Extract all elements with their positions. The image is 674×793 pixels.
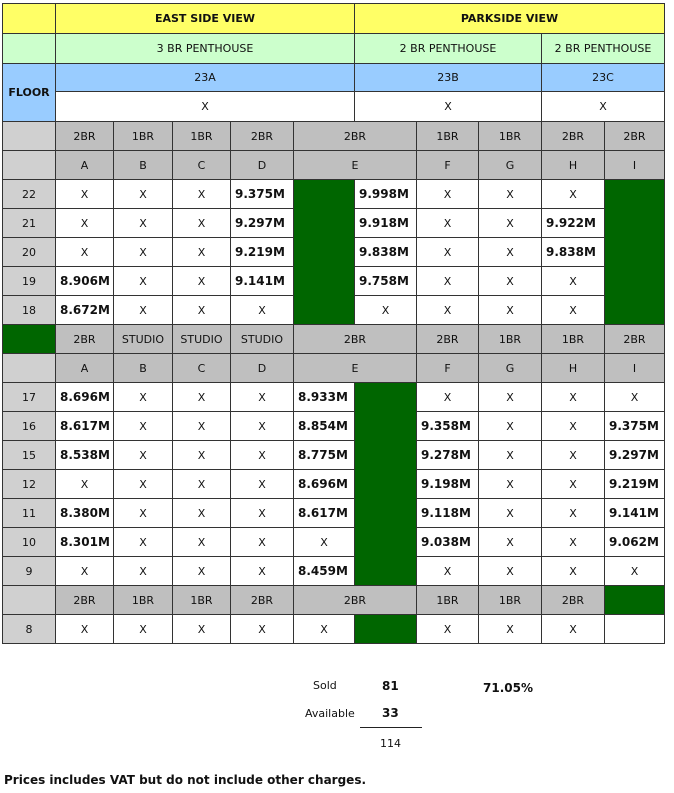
price-note: Prices includes VAT but do not include other charges. — [4, 773, 367, 787]
unit-cell-b: X — [114, 615, 173, 644]
unit-cell-c: X — [173, 238, 231, 267]
corner-cell — [3, 122, 56, 151]
unit-cell-a: 8.672M — [56, 296, 114, 325]
unit-cell-b: X — [114, 238, 173, 267]
unit-cell-d: X — [231, 470, 294, 499]
unit-cell-c: X — [173, 209, 231, 238]
unit-letter-b: B — [114, 151, 173, 180]
floor-number: 19 — [3, 267, 56, 296]
unit-type-c: 1BR — [173, 586, 231, 615]
unit-letter-i: I — [605, 354, 665, 383]
unit-cell-g: X — [479, 470, 542, 499]
unit-type-f: 2BR — [417, 325, 479, 354]
floor-number: 21 — [3, 209, 56, 238]
unit-cell-e: 9.998M — [355, 180, 417, 209]
unit-cell-d: 9.297M — [231, 209, 294, 238]
unit-cell-a: 8.617M — [56, 412, 114, 441]
unit-type-i: 2BR — [605, 122, 665, 151]
unit-cell-g: X — [479, 412, 542, 441]
unit-type-a: 2BR — [56, 325, 114, 354]
sold-label: Sold — [313, 679, 337, 692]
unit-cell-i: 9.375M — [605, 412, 665, 441]
unit-23a-label: 23A — [56, 64, 355, 92]
unit-23b-status: X — [355, 92, 542, 122]
corner-cell — [3, 354, 56, 383]
unit-cell-c: X — [173, 499, 231, 528]
unit-cell-e: 8.854M — [294, 412, 355, 441]
price-list-table — [2, 3, 665, 644]
unit-cell-f: X — [417, 383, 479, 412]
unit-cell-i: 9.141M — [605, 499, 665, 528]
floor-number: 12 — [3, 470, 56, 499]
floor-number: 16 — [3, 412, 56, 441]
unit-cell-g: X — [479, 557, 542, 586]
unit-type-e: 2BR — [294, 122, 417, 151]
unit-cell-d: X — [231, 383, 294, 412]
floor-number: 15 — [3, 441, 56, 470]
unit-cell-e: X — [355, 296, 417, 325]
unit-cell-g: X — [479, 209, 542, 238]
unit-type-f: 1BR — [417, 586, 479, 615]
unit-cell-a: X — [56, 470, 114, 499]
unit-type-d: 2BR — [231, 586, 294, 615]
sum-divider — [360, 727, 422, 728]
unit-type-h: 2BR — [542, 122, 605, 151]
unit-cell-c: X — [173, 180, 231, 209]
unit-letter-f: F — [417, 354, 479, 383]
type-header-23b: 2 BR PENTHOUSE — [355, 34, 542, 64]
unit-cell-h: X — [542, 412, 605, 441]
unit-type-a: 2BR — [56, 586, 114, 615]
unit-letter-g: G — [479, 151, 542, 180]
unit-cell-c: X — [173, 267, 231, 296]
unit-cell-a: 8.906M — [56, 267, 114, 296]
unit-type-g: 1BR — [479, 122, 542, 151]
unit-cell-e: 8.696M — [294, 470, 355, 499]
unit-cell-e: 8.775M — [294, 441, 355, 470]
unit-cell-c: X — [173, 470, 231, 499]
unit-type-e: 2BR — [294, 325, 417, 354]
type-header-23c: 2 BR PENTHOUSE — [542, 34, 665, 64]
unit-cell-g: X — [479, 441, 542, 470]
unit-cell-a: 8.538M — [56, 441, 114, 470]
unavailable-block — [605, 180, 665, 325]
unavailable-block — [355, 615, 417, 644]
unit-letter-c: C — [173, 354, 231, 383]
unit-cell-h: X — [542, 383, 605, 412]
floor-number: 20 — [3, 238, 56, 267]
unit-cell-f: 9.278M — [417, 441, 479, 470]
unit-type-b: 1BR — [114, 586, 173, 615]
unit-cell-b: X — [114, 267, 173, 296]
unit-cell-h: X — [542, 296, 605, 325]
total-value: 114 — [380, 737, 401, 750]
floor-number: 9 — [3, 557, 56, 586]
unit-cell-b: X — [114, 180, 173, 209]
unit-cell-a: X — [56, 615, 114, 644]
unit-cell-b: X — [114, 383, 173, 412]
unit-cell-f: X — [417, 557, 479, 586]
unit-type-e: 2BR — [294, 586, 417, 615]
unit-cell-h: X — [542, 267, 605, 296]
unit-cell-d: 9.375M — [231, 180, 294, 209]
unit-cell-c: X — [173, 441, 231, 470]
section-marker — [3, 325, 56, 354]
unit-cell-g: X — [479, 238, 542, 267]
unit-cell-i: 9.219M — [605, 470, 665, 499]
unit-cell-c: X — [173, 412, 231, 441]
unit-cell-e: 9.758M — [355, 267, 417, 296]
unit-cell-d: X — [231, 412, 294, 441]
unit-type-g: 1BR — [479, 325, 542, 354]
unit-cell-b: X — [114, 557, 173, 586]
unit-cell-a: X — [56, 180, 114, 209]
unit-letter-i: I — [605, 151, 665, 180]
floor-number: 11 — [3, 499, 56, 528]
unit-cell-h: 9.838M — [542, 238, 605, 267]
unit-cell-a: 8.696M — [56, 383, 114, 412]
unit-cell-a: X — [56, 557, 114, 586]
unit-letter-a: A — [56, 151, 114, 180]
unit-cell-b: X — [114, 209, 173, 238]
unit-cell-d: X — [231, 528, 294, 557]
unit-cell-i: X — [605, 383, 665, 412]
unit-type-a: 2BR — [56, 122, 114, 151]
unit-cell-f: 9.038M — [417, 528, 479, 557]
floor-number: 8 — [3, 615, 56, 644]
unit-cell-i: 9.062M — [605, 528, 665, 557]
unit-cell-h: X — [542, 615, 605, 644]
unit-cell-f: 9.358M — [417, 412, 479, 441]
unit-cell-g: X — [479, 296, 542, 325]
unit-type-b: STUDIO — [114, 325, 173, 354]
unit-23b-label: 23B — [355, 64, 542, 92]
unit-type-c: 1BR — [173, 122, 231, 151]
unit-cell-c: X — [173, 296, 231, 325]
unit-cell-f: X — [417, 209, 479, 238]
unit-letter-f: F — [417, 151, 479, 180]
unit-cell-h: X — [542, 441, 605, 470]
unit-cell-g: X — [479, 615, 542, 644]
available-label: Available — [305, 707, 355, 720]
unit-cell-h: X — [542, 180, 605, 209]
unit-cell-d: X — [231, 557, 294, 586]
available-value: 33 — [382, 706, 399, 720]
unit-cell-h: X — [542, 528, 605, 557]
unit-type-d: 2BR — [231, 122, 294, 151]
unit-cell-g: X — [479, 383, 542, 412]
unit-cell-d: 9.141M — [231, 267, 294, 296]
floor-header: FLOOR — [3, 64, 56, 122]
unit-letter-h: H — [542, 151, 605, 180]
unit-cell-h: X — [542, 470, 605, 499]
unit-23c-label: 23C — [542, 64, 665, 92]
unit-type-h: 2BR — [542, 586, 605, 615]
corner-cell — [3, 4, 56, 34]
unit-cell-f: X — [417, 180, 479, 209]
unit-cell-e: 9.838M — [355, 238, 417, 267]
unavailable-block — [355, 383, 417, 586]
unit-23a-status: X — [56, 92, 355, 122]
unit-cell-g: X — [479, 267, 542, 296]
unit-cell-a: X — [56, 209, 114, 238]
type-header-23a: 3 BR PENTHOUSE — [56, 34, 355, 64]
unit-type-g: 1BR — [479, 586, 542, 615]
empty-cell — [605, 615, 665, 644]
unit-cell-a: X — [56, 238, 114, 267]
unavailable-block — [605, 586, 665, 615]
unit-cell-i: 9.297M — [605, 441, 665, 470]
unit-type-c: STUDIO — [173, 325, 231, 354]
unit-letter-c: C — [173, 151, 231, 180]
unit-cell-e: 9.918M — [355, 209, 417, 238]
unit-cell-d: 9.219M — [231, 238, 294, 267]
unit-letter-e: E — [294, 354, 417, 383]
unit-cell-h: X — [542, 557, 605, 586]
floor-number: 22 — [3, 180, 56, 209]
corner-cell — [3, 586, 56, 615]
unit-cell-b: X — [114, 296, 173, 325]
unit-cell-f: 9.198M — [417, 470, 479, 499]
unit-cell-g: X — [479, 180, 542, 209]
unit-letter-e: E — [294, 151, 417, 180]
unit-cell-d: X — [231, 441, 294, 470]
sold-value: 81 — [382, 679, 399, 693]
unit-cell-b: X — [114, 441, 173, 470]
unit-cell-f: X — [417, 615, 479, 644]
unit-cell-e: X — [294, 528, 355, 557]
unit-cell-a: 8.301M — [56, 528, 114, 557]
unit-cell-e: 8.617M — [294, 499, 355, 528]
unit-cell-d: X — [231, 615, 294, 644]
parkside-view-header: PARKSIDE VIEW — [355, 4, 665, 34]
unit-type-f: 1BR — [417, 122, 479, 151]
corner-cell — [3, 34, 56, 64]
unit-cell-e: 8.933M — [294, 383, 355, 412]
unit-type-h: 1BR — [542, 325, 605, 354]
sold-percentage: 71.05% — [483, 681, 533, 695]
unit-cell-f: 9.118M — [417, 499, 479, 528]
unit-cell-b: X — [114, 412, 173, 441]
floor-number: 17 — [3, 383, 56, 412]
unit-letter-d: D — [231, 151, 294, 180]
unit-cell-b: X — [114, 499, 173, 528]
unit-cell-c: X — [173, 528, 231, 557]
east-side-view-header: EAST SIDE VIEW — [56, 4, 355, 34]
unavailable-block — [294, 180, 355, 325]
unit-cell-h: 9.922M — [542, 209, 605, 238]
unit-cell-e: 8.459M — [294, 557, 355, 586]
unit-cell-f: X — [417, 296, 479, 325]
unit-letter-h: H — [542, 354, 605, 383]
unit-cell-g: X — [479, 499, 542, 528]
floor-number: 18 — [3, 296, 56, 325]
unit-letter-b: B — [114, 354, 173, 383]
unit-cell-c: X — [173, 383, 231, 412]
unit-cell-d: X — [231, 296, 294, 325]
unit-cell-d: X — [231, 499, 294, 528]
unit-cell-b: X — [114, 528, 173, 557]
unit-cell-c: X — [173, 615, 231, 644]
floor-number: 10 — [3, 528, 56, 557]
unit-cell-f: X — [417, 267, 479, 296]
unit-letter-d: D — [231, 354, 294, 383]
unit-cell-c: X — [173, 557, 231, 586]
corner-cell — [3, 151, 56, 180]
unit-letter-g: G — [479, 354, 542, 383]
unit-cell-g: X — [479, 528, 542, 557]
unit-letter-a: A — [56, 354, 114, 383]
unit-23c-status: X — [542, 92, 665, 122]
unit-cell-h: X — [542, 499, 605, 528]
unit-type-i: 2BR — [605, 325, 665, 354]
unit-cell-i: X — [605, 557, 665, 586]
unit-cell-f: X — [417, 238, 479, 267]
unit-cell-b: X — [114, 470, 173, 499]
unit-cell-e: X — [294, 615, 355, 644]
unit-type-d: STUDIO — [231, 325, 294, 354]
unit-cell-a: 8.380M — [56, 499, 114, 528]
unit-type-b: 1BR — [114, 122, 173, 151]
